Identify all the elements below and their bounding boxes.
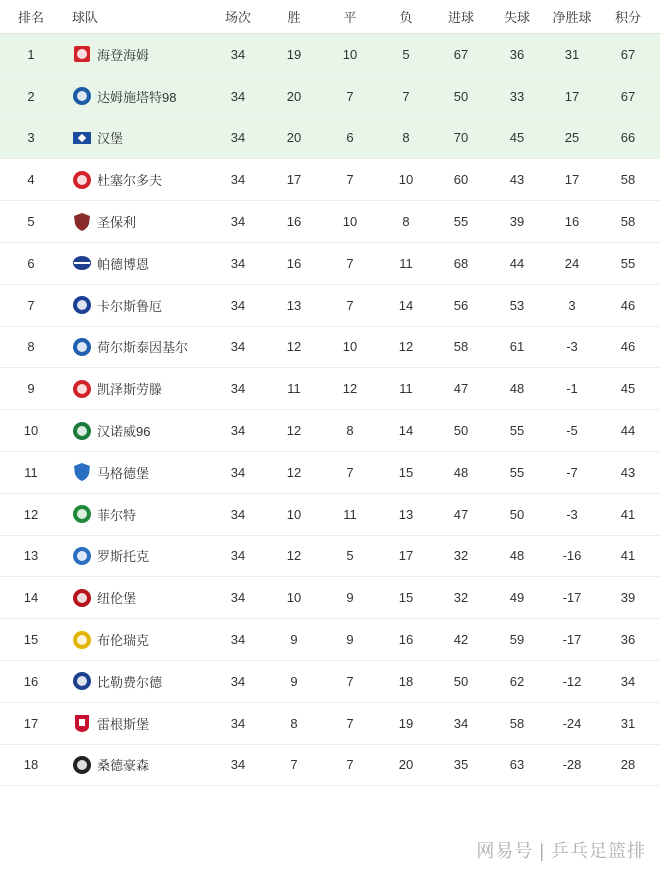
- cell-played: 34: [230, 214, 246, 230]
- cell-played: 34: [230, 548, 246, 564]
- cell-won: 17: [286, 172, 302, 188]
- cell-goals-against: 33: [509, 88, 525, 104]
- cell-goals-against: 48: [509, 381, 525, 397]
- cell-played: 34: [230, 590, 246, 606]
- cell-drawn: 7: [346, 255, 354, 271]
- header-points: 积分: [614, 10, 641, 25]
- cell-won: 20: [286, 88, 302, 104]
- table-row[interactable]: [0, 159, 660, 201]
- cell-goals-for: 67: [453, 46, 469, 62]
- cell-played: 34: [230, 339, 246, 355]
- team-name[interactable]: 凯泽斯劳滕: [97, 382, 163, 398]
- cell-played: 34: [230, 673, 246, 689]
- cell-goals-for: 35: [453, 757, 469, 773]
- cell-won: 13: [286, 297, 302, 313]
- cell-lost: 12: [398, 339, 414, 355]
- team-crest-icon: [72, 128, 92, 148]
- table-row[interactable]: [0, 118, 660, 160]
- cell-points: 41: [620, 506, 636, 522]
- cell-goals-against: 50: [509, 506, 525, 522]
- cell-won: 10: [286, 506, 302, 522]
- cell-goals-against: 58: [509, 715, 525, 731]
- cell-points: 41: [620, 548, 636, 564]
- cell-lost: 20: [398, 757, 414, 773]
- cell-won: 9: [290, 673, 298, 689]
- table-row[interactable]: [0, 285, 660, 327]
- watermark: 网易号 | 乒乓足篮排: [476, 841, 646, 861]
- team-name[interactable]: 荷尔斯泰因基尔: [97, 340, 189, 356]
- cell-drawn: 7: [346, 172, 354, 188]
- team-name[interactable]: 罗斯托克: [97, 549, 150, 565]
- cell-goals-against: 45: [509, 130, 525, 146]
- header-goal-diff: 净胜球: [552, 10, 592, 25]
- cell-drawn: 7: [346, 297, 354, 313]
- table-row[interactable]: [0, 452, 660, 494]
- cell-points: 67: [620, 88, 636, 104]
- cell-lost: 8: [402, 130, 410, 146]
- cell-lost: 11: [399, 381, 413, 397]
- cell-points: 36: [620, 632, 636, 648]
- team-name[interactable]: 帕德博恩: [97, 256, 150, 272]
- cell-goal-diff: -17: [562, 590, 582, 606]
- header-team: 球队: [72, 10, 99, 25]
- cell-lost: 19: [398, 715, 414, 731]
- cell-lost: 15: [398, 464, 414, 480]
- cell-won: 16: [286, 214, 302, 230]
- cell-goal-diff: 31: [564, 46, 580, 62]
- team-crest-icon: [72, 713, 92, 733]
- cell-rank: 4: [27, 172, 35, 188]
- table-row[interactable]: [0, 536, 660, 578]
- table-row[interactable]: [0, 703, 660, 745]
- cell-goals-against: 55: [509, 423, 525, 439]
- cell-goals-for: 34: [453, 715, 469, 731]
- cell-drawn: 6: [346, 130, 354, 146]
- cell-goals-for: 70: [453, 130, 469, 146]
- cell-drawn: 7: [346, 673, 354, 689]
- cell-goals-for: 50: [453, 88, 469, 104]
- cell-lost: 8: [402, 214, 410, 230]
- cell-won: 12: [286, 464, 302, 480]
- cell-lost: 15: [398, 590, 414, 606]
- cell-goal-diff: -12: [562, 673, 582, 689]
- team-crest-icon: [72, 421, 92, 441]
- cell-goals-for: 50: [453, 423, 469, 439]
- cell-goals-against: 55: [509, 464, 525, 480]
- cell-goal-diff: 17: [564, 172, 580, 188]
- cell-lost: 14: [398, 423, 414, 439]
- header-lost: 负: [399, 10, 413, 25]
- cell-drawn: 9: [346, 590, 354, 606]
- cell-goals-against: 59: [509, 632, 525, 648]
- cell-played: 34: [230, 757, 246, 773]
- cell-points: 67: [620, 46, 636, 62]
- team-crest-icon: [72, 462, 92, 482]
- cell-rank: 5: [27, 214, 35, 230]
- table-header: [0, 0, 660, 34]
- cell-goals-against: 36: [509, 46, 525, 62]
- table-row[interactable]: [0, 243, 660, 285]
- cell-rank: 1: [27, 46, 35, 62]
- cell-points: 46: [620, 297, 636, 313]
- table-row[interactable]: [0, 661, 660, 703]
- header-rank: 排名: [17, 10, 44, 25]
- cell-rank: 18: [23, 757, 39, 773]
- cell-won: 16: [286, 255, 302, 271]
- cell-won: 19: [286, 46, 302, 62]
- cell-points: 46: [620, 339, 636, 355]
- cell-goals-for: 60: [453, 172, 469, 188]
- cell-goals-against: 43: [509, 172, 525, 188]
- team-name[interactable]: 汉堡: [97, 131, 124, 147]
- cell-points: 55: [620, 255, 636, 271]
- cell-goal-diff: -7: [566, 464, 578, 480]
- team-name[interactable]: 海登海姆: [97, 47, 150, 63]
- cell-goal-diff: -3: [566, 339, 578, 355]
- cell-goals-against: 63: [509, 757, 525, 773]
- cell-played: 34: [230, 88, 246, 104]
- cell-drawn: 10: [342, 339, 358, 355]
- cell-goals-for: 50: [453, 673, 469, 689]
- cell-won: 20: [286, 130, 302, 146]
- cell-lost: 14: [398, 297, 414, 313]
- team-crest-icon: [72, 212, 92, 232]
- cell-points: 45: [620, 381, 636, 397]
- cell-drawn: 7: [346, 757, 354, 773]
- cell-played: 34: [230, 632, 246, 648]
- cell-goals-against: 53: [509, 297, 525, 313]
- cell-goals-for: 47: [453, 506, 469, 522]
- cell-goals-for: 58: [453, 339, 469, 355]
- team-crest-icon: [72, 671, 92, 691]
- cell-rank: 8: [27, 339, 35, 355]
- cell-played: 34: [230, 423, 246, 439]
- team-name[interactable]: 雷根斯堡: [97, 716, 150, 732]
- cell-played: 34: [230, 46, 246, 62]
- header-won: 胜: [287, 10, 301, 25]
- team-name[interactable]: 圣保利: [97, 215, 137, 231]
- cell-points: 43: [620, 464, 636, 480]
- cell-goal-diff: -5: [566, 423, 578, 439]
- team-crest-icon: [72, 588, 92, 608]
- cell-goals-for: 42: [453, 632, 469, 648]
- cell-lost: 5: [402, 46, 410, 62]
- table-row[interactable]: [0, 577, 660, 619]
- cell-goals-against: 44: [509, 255, 525, 271]
- cell-rank: 7: [27, 297, 35, 313]
- cell-points: 34: [620, 673, 636, 689]
- cell-rank: 11: [24, 464, 38, 480]
- team-name[interactable]: 纽伦堡: [97, 591, 137, 607]
- cell-points: 31: [620, 715, 636, 731]
- cell-won: 12: [286, 548, 302, 564]
- cell-won: 9: [290, 632, 298, 648]
- cell-points: 28: [620, 757, 636, 773]
- cell-goals-against: 39: [509, 214, 525, 230]
- cell-points: 58: [620, 172, 636, 188]
- cell-goal-diff: -28: [562, 757, 582, 773]
- table-row[interactable]: [0, 745, 660, 787]
- team-name[interactable]: 杜塞尔多夫: [97, 173, 163, 189]
- cell-points: 44: [620, 423, 636, 439]
- cell-played: 34: [230, 464, 246, 480]
- team-crest-icon: [72, 86, 92, 106]
- cell-goal-diff: -17: [562, 632, 582, 648]
- cell-goals-against: 49: [509, 590, 525, 606]
- cell-goal-diff: 25: [564, 130, 580, 146]
- cell-points: 66: [620, 130, 636, 146]
- cell-rank: 13: [23, 548, 39, 564]
- team-crest-icon: [72, 295, 92, 315]
- cell-lost: 11: [399, 255, 413, 271]
- cell-drawn: 7: [346, 88, 354, 104]
- cell-played: 34: [230, 381, 246, 397]
- cell-won: 8: [290, 715, 298, 731]
- cell-lost: 13: [398, 506, 414, 522]
- cell-rank: 9: [27, 381, 35, 397]
- cell-goals-against: 61: [509, 339, 525, 355]
- header-drawn: 平: [343, 10, 357, 25]
- cell-goal-diff: 3: [568, 297, 576, 313]
- table-row[interactable]: [0, 76, 660, 118]
- cell-goals-for: 55: [453, 214, 469, 230]
- cell-lost: 10: [398, 172, 414, 188]
- cell-drawn: 8: [346, 423, 354, 439]
- table-row[interactable]: [0, 201, 660, 243]
- cell-lost: 7: [402, 88, 410, 104]
- cell-played: 34: [230, 130, 246, 146]
- cell-drawn: 10: [342, 46, 358, 62]
- cell-goal-diff: -1: [566, 381, 578, 397]
- cell-points: 39: [620, 590, 636, 606]
- cell-rank: 14: [23, 590, 39, 606]
- team-name[interactable]: 汉诺威96: [97, 424, 151, 440]
- team-crest-icon: [72, 170, 92, 190]
- cell-rank: 16: [23, 673, 39, 689]
- cell-goals-for: 56: [453, 297, 469, 313]
- cell-goals-for: 32: [453, 548, 469, 564]
- cell-drawn: 9: [346, 632, 354, 648]
- cell-goal-diff: -16: [562, 548, 582, 564]
- team-name[interactable]: 达姆施塔特98: [97, 89, 177, 105]
- cell-rank: 15: [23, 632, 39, 648]
- table-row[interactable]: [0, 619, 660, 661]
- header-goals-for: 进球: [447, 10, 474, 25]
- header-goals-against: 失球: [503, 10, 530, 25]
- cell-rank: 3: [27, 130, 35, 146]
- cell-played: 34: [230, 715, 246, 731]
- cell-goals-for: 47: [453, 381, 469, 397]
- team-name[interactable]: 菲尔特: [97, 507, 137, 523]
- cell-goal-diff: 17: [564, 88, 580, 104]
- cell-won: 11: [287, 381, 301, 397]
- team-crest-icon: [72, 379, 92, 399]
- cell-played: 34: [230, 506, 246, 522]
- cell-goals-for: 48: [453, 464, 469, 480]
- cell-rank: 12: [23, 506, 39, 522]
- cell-drawn: 7: [346, 715, 354, 731]
- header-played: 场次: [224, 10, 251, 25]
- team-crest-icon: [72, 337, 92, 357]
- cell-drawn: 10: [342, 214, 358, 230]
- table-row[interactable]: [0, 410, 660, 452]
- cell-goals-for: 32: [453, 590, 469, 606]
- cell-won: 12: [286, 339, 302, 355]
- cell-drawn: 7: [346, 464, 354, 480]
- cell-drawn: 12: [342, 381, 358, 397]
- team-crest-icon: [72, 755, 92, 775]
- table-row[interactable]: [0, 327, 660, 369]
- table-row[interactable]: [0, 368, 660, 410]
- cell-won: 10: [286, 590, 302, 606]
- cell-goals-against: 48: [509, 548, 525, 564]
- cell-lost: 16: [398, 632, 414, 648]
- team-name[interactable]: 比勒费尔德: [97, 674, 163, 690]
- cell-goals-for: 68: [453, 255, 469, 271]
- cell-lost: 17: [398, 548, 414, 564]
- cell-rank: 2: [27, 88, 35, 104]
- cell-played: 34: [230, 172, 246, 188]
- team-crest-icon: [72, 253, 92, 273]
- cell-won: 12: [286, 423, 302, 439]
- cell-lost: 18: [398, 673, 414, 689]
- cell-points: 58: [620, 214, 636, 230]
- team-name[interactable]: 布伦瑞克: [97, 633, 150, 649]
- team-crest-icon: [72, 630, 92, 650]
- cell-rank: 10: [23, 423, 39, 439]
- team-crest-icon: [72, 44, 92, 64]
- team-name[interactable]: 马格德堡: [97, 465, 150, 481]
- table-body: [0, 34, 660, 786]
- team-crest-icon: [72, 504, 92, 524]
- cell-goal-diff: -3: [566, 506, 578, 522]
- table-row[interactable]: [0, 494, 660, 536]
- cell-goal-diff: 24: [564, 255, 580, 271]
- table-row[interactable]: [0, 34, 660, 76]
- cell-played: 34: [230, 297, 246, 313]
- team-crest-icon: [72, 546, 92, 566]
- cell-rank: 17: [23, 715, 39, 731]
- cell-goal-diff: -24: [562, 715, 582, 731]
- cell-drawn: 5: [346, 548, 354, 564]
- team-name[interactable]: 卡尔斯鲁厄: [97, 298, 163, 314]
- cell-played: 34: [230, 255, 246, 271]
- cell-drawn: 11: [343, 506, 357, 522]
- cell-goal-diff: 16: [564, 214, 580, 230]
- team-name[interactable]: 桑德豪森: [97, 758, 150, 774]
- cell-goals-against: 62: [509, 673, 525, 689]
- cell-won: 7: [290, 757, 298, 773]
- cell-rank: 6: [27, 255, 35, 271]
